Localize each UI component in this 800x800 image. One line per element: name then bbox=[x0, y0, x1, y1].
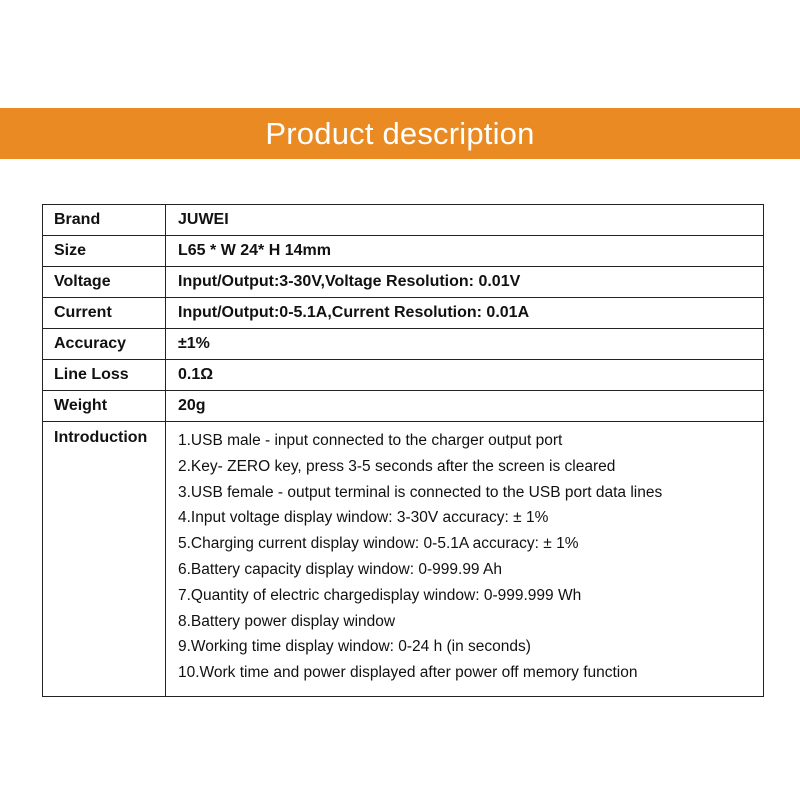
list-item: 10.Work time and power displayed after power off memory function bbox=[178, 664, 638, 682]
table-row-size bbox=[43, 236, 764, 267]
table-row-current bbox=[43, 298, 764, 329]
table-row-weight bbox=[43, 391, 764, 422]
list-item: 5.Charging current display window: 0-5.1A accuracy: ± 1% bbox=[178, 535, 579, 553]
spec-label: Current bbox=[43, 298, 166, 329]
list-item: 8.Battery power display window bbox=[178, 612, 396, 630]
introduction-list bbox=[178, 428, 763, 686]
introduction-cell bbox=[166, 422, 764, 697]
list-item: 4.Input voltage display window: 3-30V accuracy: ± 1% bbox=[178, 509, 549, 527]
spec-label: Line Loss bbox=[43, 360, 166, 391]
table-row-line-loss bbox=[43, 360, 764, 391]
table-row-accuracy bbox=[43, 329, 764, 360]
spec-label: Weight bbox=[43, 391, 166, 422]
spec-value: ±1% bbox=[166, 329, 764, 360]
list-item: 3.USB female - output terminal is connected to the USB port data lines bbox=[178, 483, 663, 501]
spec-label: Size bbox=[43, 236, 166, 267]
spec-value: 0.1Ω bbox=[166, 360, 764, 391]
list-item: 9.Working time display window: 0-24 h (in seconds) bbox=[178, 638, 531, 656]
spec-label: Voltage bbox=[43, 267, 166, 298]
spec-label: Accuracy bbox=[43, 329, 166, 360]
spec-label bbox=[43, 422, 166, 697]
list-item: 6.Battery capacity display window: 0-999.99 Ah bbox=[178, 560, 502, 578]
spec-value: Input/Output:3-30V,Voltage Resolution: 0.01V bbox=[166, 267, 764, 298]
spec-value: Input/Output:0-5.1A,Current Resolution: 0.01A bbox=[166, 298, 764, 329]
spec-label: Brand bbox=[43, 205, 166, 236]
introduction-label: Introduction bbox=[54, 429, 148, 446]
spec-table bbox=[42, 204, 764, 697]
spec-value: 20g bbox=[166, 391, 764, 422]
list-item: 1.USB male - input connected to the charger output port bbox=[178, 432, 563, 449]
table-row-introduction bbox=[43, 422, 764, 697]
header-banner bbox=[0, 108, 800, 159]
list-item: 2.Key- ZERO key, press 3-5 seconds after the screen is cleared bbox=[178, 457, 616, 475]
page-title: Product description bbox=[265, 116, 535, 151]
list-item: 7.Quantity of electric chargedisplay window: 0-999.999 Wh bbox=[178, 586, 582, 604]
table-row-voltage bbox=[43, 267, 764, 298]
table-row-brand bbox=[43, 205, 764, 236]
spec-value: JUWEI bbox=[166, 205, 764, 236]
spec-value: L65 * W 24* H 14mm bbox=[166, 236, 764, 267]
